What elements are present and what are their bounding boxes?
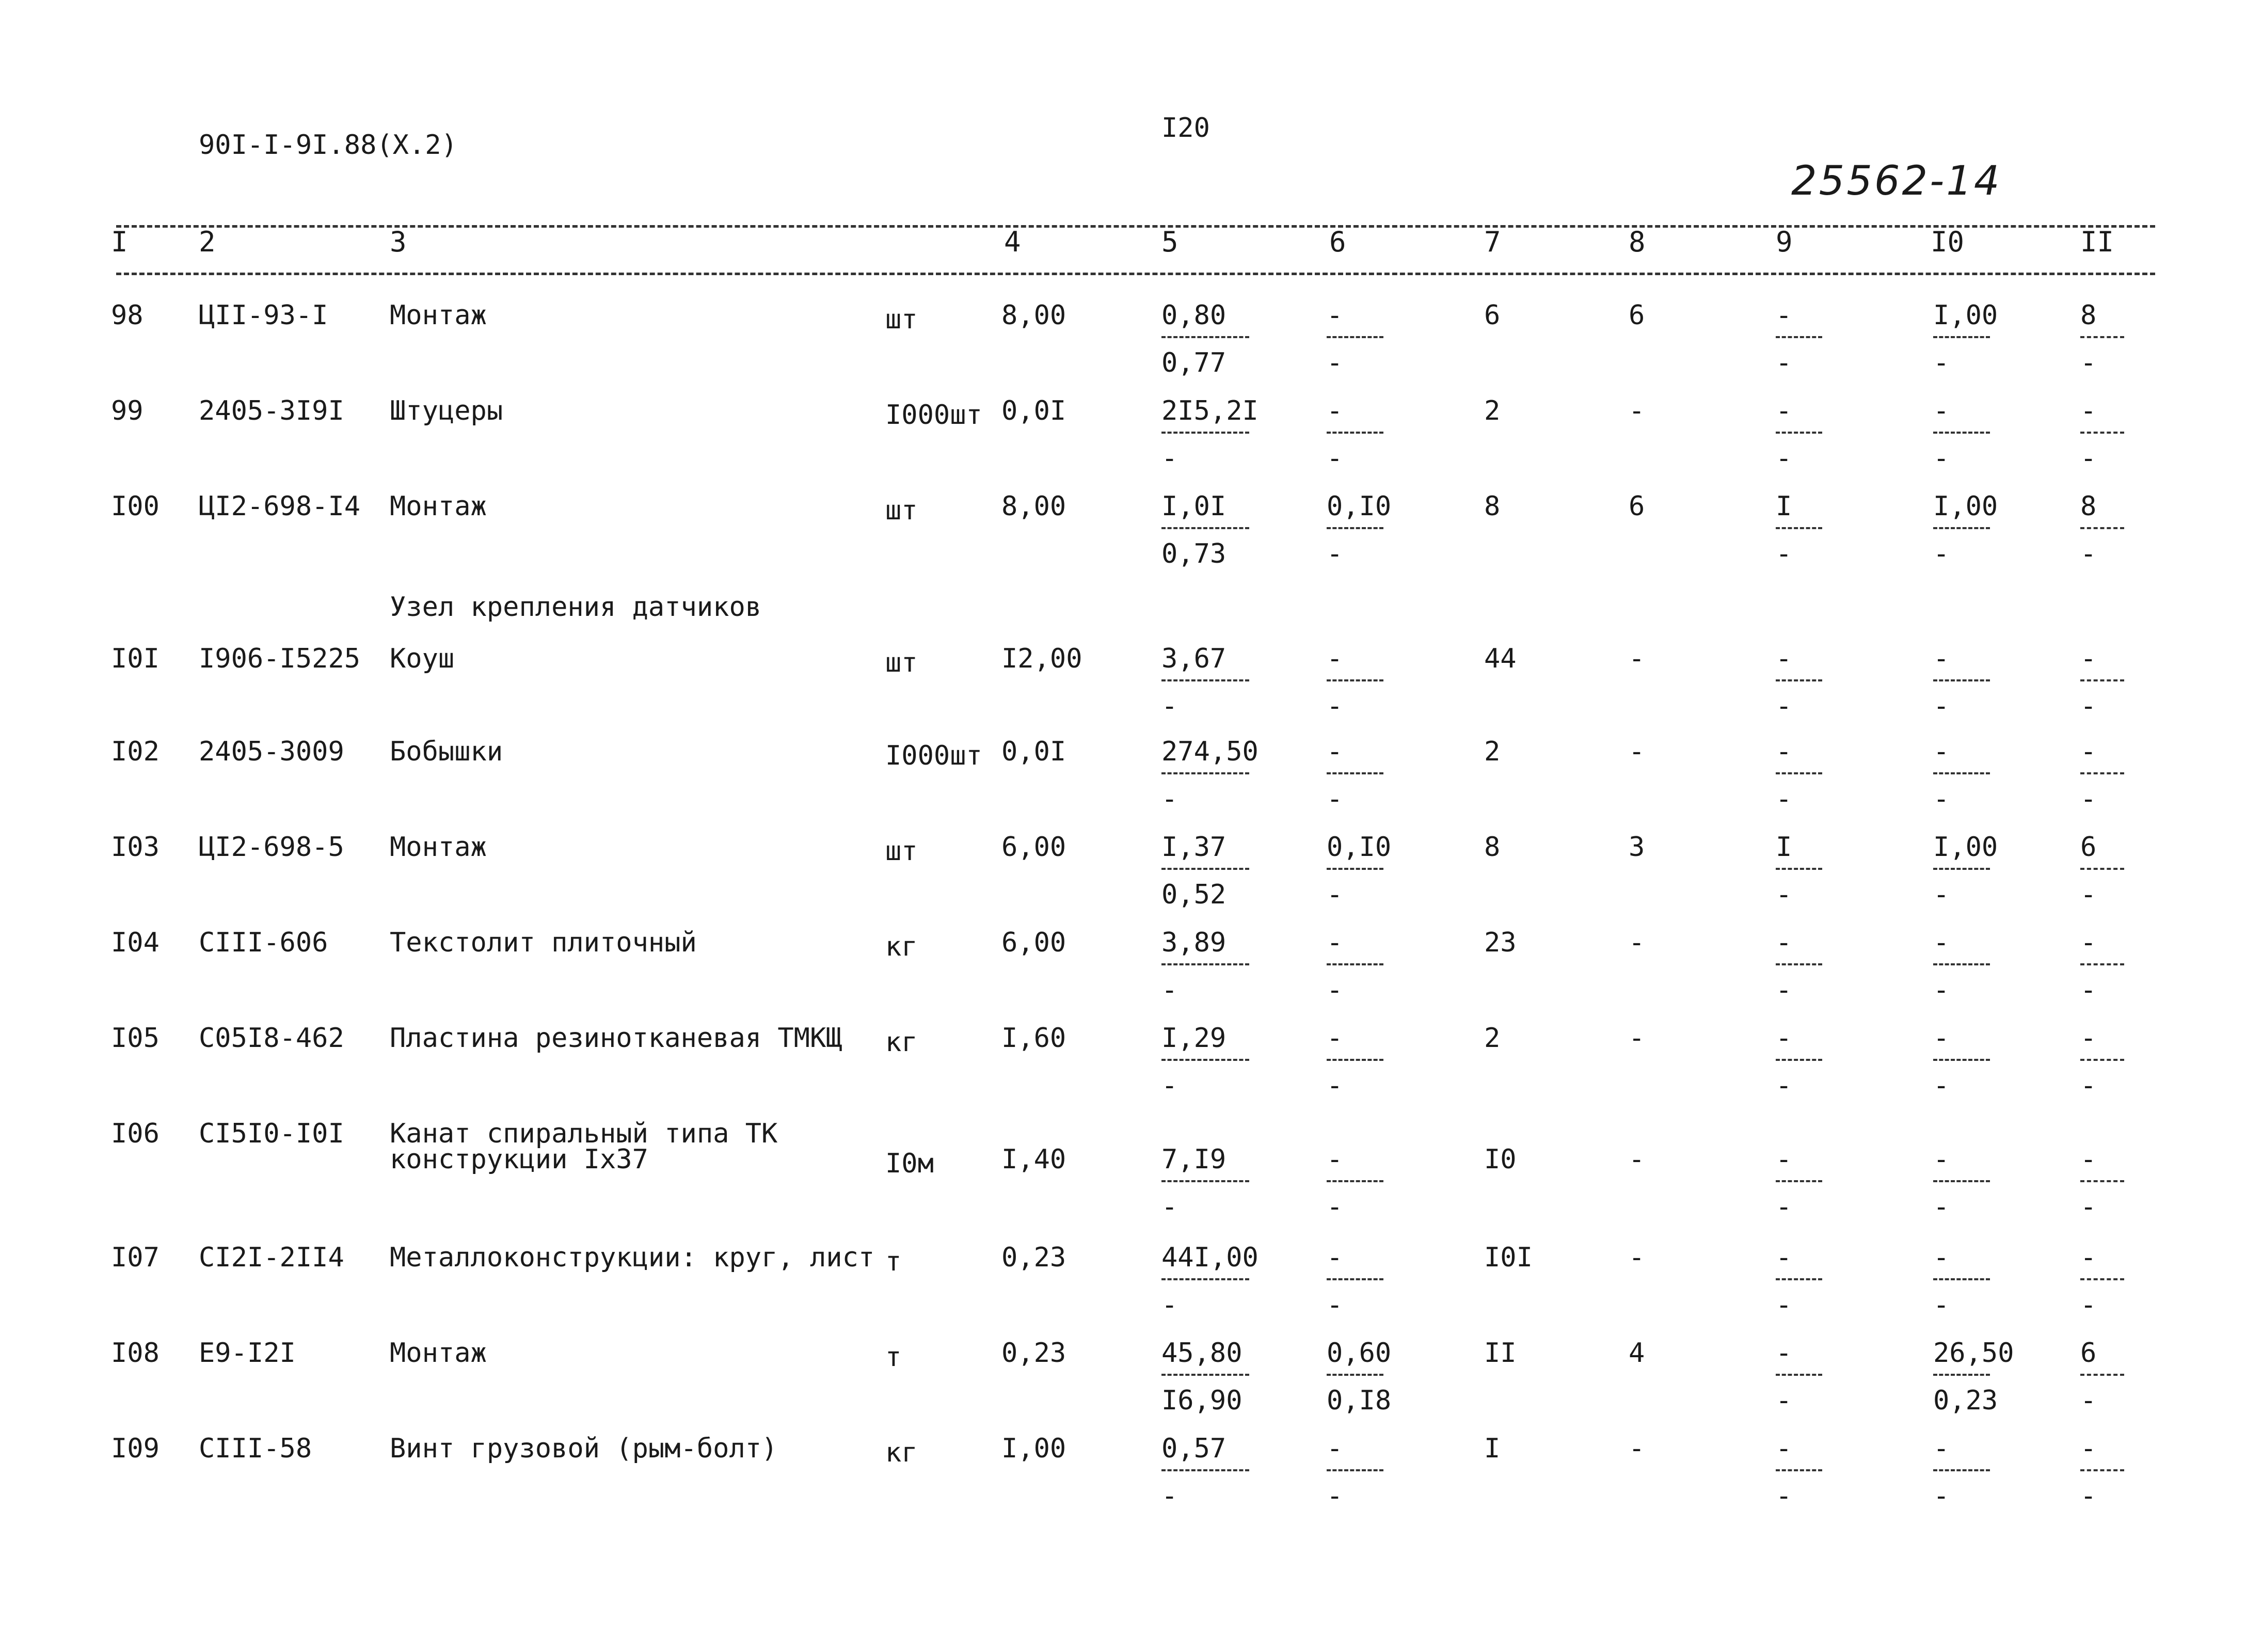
row-col9-fraction-line	[1776, 432, 1822, 434]
row-col9-bottom: -	[1776, 879, 1792, 910]
row-col8: -	[1629, 1433, 1645, 1464]
row-col9-fraction-line	[1776, 679, 1822, 681]
row-col9-fraction-line	[1776, 868, 1822, 870]
row-col8: 3	[1629, 832, 1645, 863]
row-col6-top: 0,I0	[1327, 832, 1392, 863]
row-col9-top: -	[1776, 736, 1792, 767]
row-col10-top: -	[1933, 395, 1950, 426]
row-unit: кг	[885, 931, 918, 962]
row-col4: 0,0I	[1001, 736, 1066, 767]
row-col10-fraction-line	[1933, 868, 1990, 870]
row-col4: I2,00	[1001, 643, 1082, 674]
row-number: I02	[111, 736, 160, 767]
row-unit: I0м	[885, 1148, 934, 1179]
row-col5-bottom: -	[1161, 784, 1178, 815]
row-col5-top: 0,57	[1161, 1433, 1226, 1464]
row-col11-top: 8	[2080, 491, 2097, 522]
row-unit: т	[885, 1246, 902, 1277]
row-code: ЦI2-698-I4	[199, 491, 361, 522]
row-number: I06	[111, 1118, 160, 1149]
row-col10-bottom: 0,23	[1933, 1385, 1998, 1416]
row-col11-fraction-line	[2080, 679, 2124, 681]
row-col11-bottom: -	[2080, 1192, 2097, 1222]
row-col11-fraction-line	[2080, 963, 2124, 965]
row-col8: 6	[1629, 491, 1645, 522]
row-col6-fraction-line	[1327, 1180, 1383, 1182]
row-col6-fraction-line	[1327, 336, 1383, 338]
row-col8: -	[1629, 736, 1645, 767]
row-col9-bottom: -	[1776, 347, 1792, 378]
row-col6-top: -	[1327, 736, 1343, 767]
row-col5-top: 3,89	[1161, 927, 1226, 958]
row-col10-fraction-line	[1933, 336, 1990, 338]
row-col6-fraction-line	[1327, 1374, 1383, 1376]
row-col9-bottom: -	[1776, 691, 1792, 722]
row-col11-bottom: -	[2080, 1070, 2097, 1101]
row-col10-fraction-line	[1933, 963, 1990, 965]
row-col6-fraction-line	[1327, 1469, 1383, 1471]
row-col5-fraction-line	[1161, 868, 1249, 870]
row-col6-top: -	[1327, 927, 1343, 958]
row-col9-fraction-line	[1776, 1278, 1822, 1280]
row-col5-top: 3,67	[1161, 643, 1226, 674]
row-col10-top: -	[1933, 927, 1950, 958]
row-col7: 44	[1484, 643, 1517, 674]
row-col11-bottom: -	[2080, 538, 2097, 569]
row-col9-bottom: -	[1776, 1290, 1792, 1321]
row-number: I07	[111, 1242, 160, 1273]
row-col8: 6	[1629, 300, 1645, 331]
row-col11-fraction-line	[2080, 772, 2124, 774]
row-col6-bottom: -	[1327, 975, 1343, 1006]
row-col5-fraction-line	[1161, 679, 1249, 681]
row-col9-fraction-line	[1776, 336, 1822, 338]
row-unit: I000шт	[885, 740, 982, 771]
row-col5-bottom: -	[1161, 691, 1178, 722]
row-col10-bottom: -	[1933, 975, 1950, 1006]
row-code: СIII-58	[199, 1433, 312, 1464]
row-col10-bottom: -	[1933, 1070, 1950, 1101]
row-code: СI5I0-I0I	[199, 1118, 344, 1149]
row-col5-top: 0,80	[1161, 300, 1226, 331]
column-number-5: 5	[1161, 226, 1178, 258]
row-col4: 8,00	[1001, 300, 1066, 331]
row-col7: 2	[1484, 736, 1501, 767]
row-col6-bottom: -	[1327, 879, 1343, 910]
row-col7: I	[1484, 1433, 1501, 1464]
row-col8: -	[1629, 927, 1645, 958]
row-col11-top: -	[2080, 1144, 2097, 1175]
row-col9-bottom: -	[1776, 443, 1792, 474]
row-col11-bottom: -	[2080, 443, 2097, 474]
row-code: I906-I5225	[199, 643, 361, 674]
header-divider-top	[116, 225, 2155, 228]
row-col11-fraction-line	[2080, 1180, 2124, 1182]
row-col9-fraction-line	[1776, 527, 1822, 529]
table-row	[0, 395, 2262, 485]
row-col6-top: -	[1327, 1242, 1343, 1273]
row-col8: 4	[1629, 1338, 1645, 1369]
row-code: ЦI2-698-5	[199, 832, 344, 863]
row-col8: -	[1629, 395, 1645, 426]
row-col6-fraction-line	[1327, 868, 1383, 870]
row-col7: 23	[1484, 927, 1517, 958]
row-col9-fraction-line	[1776, 1374, 1822, 1376]
table-row	[0, 1340, 2262, 1427]
row-col6-top: -	[1327, 643, 1343, 674]
row-name: Монтаж	[390, 300, 487, 331]
row-col11-bottom: -	[2080, 347, 2097, 378]
row-code: С05I8-462	[199, 1023, 344, 1054]
row-name: конструкции Iх37	[390, 1144, 648, 1175]
row-col9-top: I	[1776, 832, 1792, 863]
row-col7: I0	[1484, 1144, 1517, 1175]
row-col5-fraction-line	[1161, 1059, 1249, 1061]
row-col4: I,00	[1001, 1433, 1066, 1464]
row-col6-top: 0,I0	[1327, 491, 1392, 522]
row-col10-top: -	[1933, 1023, 1950, 1054]
row-name: Монтаж	[390, 1338, 487, 1369]
row-col9-top: -	[1776, 1338, 1792, 1369]
row-col11-bottom: -	[2080, 879, 2097, 910]
row-number: I04	[111, 927, 160, 958]
row-unit: шт	[885, 495, 918, 526]
row-col5-fraction-line	[1161, 336, 1249, 338]
row-col4: 0,0I	[1001, 395, 1066, 426]
row-col11-bottom: -	[2080, 784, 2097, 815]
row-col9-top: -	[1776, 1144, 1792, 1175]
row-col4: 0,23	[1001, 1338, 1066, 1369]
row-col11-fraction-line	[2080, 336, 2124, 338]
row-col9-fraction-line	[1776, 1469, 1822, 1471]
row-col10-top: -	[1933, 1144, 1950, 1175]
row-code: СIII-606	[199, 927, 328, 958]
row-col11-top: -	[2080, 1433, 2097, 1464]
row-name: Монтаж	[390, 491, 487, 522]
row-col5-fraction-line	[1161, 527, 1249, 529]
row-col9-bottom: -	[1776, 538, 1792, 569]
row-col11-top: 8	[2080, 300, 2097, 331]
row-col6-top: -	[1327, 1023, 1343, 1054]
row-col10-fraction-line	[1933, 772, 1990, 774]
row-col9-bottom: -	[1776, 1481, 1792, 1512]
column-number-2: 2	[199, 226, 216, 258]
row-col4: 6,00	[1001, 832, 1066, 863]
row-col10-bottom: -	[1933, 1192, 1950, 1222]
row-col10-bottom: -	[1933, 443, 1950, 474]
row-number: I0I	[111, 643, 160, 674]
table-row	[0, 1118, 2262, 1222]
row-code: 2405-3I9I	[199, 395, 344, 426]
row-col11-fraction-line	[2080, 1278, 2124, 1280]
row-col10-fraction-line	[1933, 1278, 1990, 1280]
row-col7: 2	[1484, 1023, 1501, 1054]
row-col7: 6	[1484, 300, 1501, 331]
row-col6-fraction-line	[1327, 1278, 1383, 1280]
row-name: Монтаж	[390, 832, 487, 863]
row-number: I09	[111, 1433, 160, 1464]
row-col10-bottom: -	[1933, 691, 1950, 722]
row-col6-bottom: -	[1327, 347, 1343, 378]
row-col9-bottom: -	[1776, 1192, 1792, 1222]
row-name: Текстолит плиточный	[390, 927, 697, 958]
row-col5-bottom: -	[1161, 1290, 1178, 1321]
row-col9-top: -	[1776, 1023, 1792, 1054]
row-unit: шт	[885, 836, 918, 867]
table-row	[0, 1435, 2262, 1523]
row-col5-top: 274,50	[1161, 736, 1259, 767]
row-col8: -	[1629, 1242, 1645, 1273]
row-col11-top: -	[2080, 927, 2097, 958]
row-col6-bottom: -	[1327, 443, 1343, 474]
row-col6-top: -	[1327, 300, 1343, 331]
row-code: СI2I-2II4	[199, 1242, 344, 1273]
row-col10-top: -	[1933, 643, 1950, 674]
column-number-8: 8	[1629, 226, 1646, 258]
row-col4: I,60	[1001, 1023, 1066, 1054]
row-col6-bottom: -	[1327, 1192, 1343, 1222]
row-col5-fraction-line	[1161, 1278, 1249, 1280]
row-unit: кг	[885, 1027, 918, 1058]
row-name: Металлоконструкции: круг, лист	[390, 1242, 875, 1273]
row-col10-fraction-line	[1933, 1180, 1990, 1182]
row-col5-fraction-line	[1161, 1469, 1249, 1471]
row-col5-top: I,0I	[1161, 491, 1226, 522]
row-name: Винт грузовой (рым-болт)	[390, 1433, 778, 1464]
row-col5-top: 2I5,2I	[1161, 395, 1259, 426]
row-col7: 2	[1484, 395, 1501, 426]
row-col5-top: I,37	[1161, 832, 1226, 863]
row-col8: -	[1629, 1144, 1645, 1175]
row-col10-fraction-line	[1933, 527, 1990, 529]
row-col6-top: -	[1327, 1144, 1343, 1175]
row-col6-fraction-line	[1327, 527, 1383, 529]
row-col5-bottom: -	[1161, 975, 1178, 1006]
row-col6-top: 0,60	[1327, 1338, 1392, 1369]
row-col9-fraction-line	[1776, 963, 1822, 965]
row-col10-bottom: -	[1933, 1290, 1950, 1321]
row-number: I03	[111, 832, 160, 863]
row-col9-bottom: -	[1776, 784, 1792, 815]
row-col6-fraction-line	[1327, 679, 1383, 681]
column-number-3: 3	[390, 226, 407, 258]
row-col9-fraction-line	[1776, 1180, 1822, 1182]
row-col5-fraction-line	[1161, 1180, 1249, 1182]
column-number-11: II	[2080, 226, 2114, 258]
table-row	[0, 493, 2262, 581]
column-number-1: I	[111, 226, 128, 258]
row-col10-bottom: -	[1933, 1481, 1950, 1512]
row-number: 98	[111, 300, 144, 331]
row-col9-top: -	[1776, 395, 1792, 426]
row-col10-fraction-line	[1933, 1059, 1990, 1061]
row-code: 2405-3009	[199, 736, 344, 767]
row-col6-bottom: -	[1327, 784, 1343, 815]
row-unit: т	[885, 1342, 902, 1373]
handwritten-number: 25562-14	[1791, 158, 2002, 204]
row-col11-top: 6	[2080, 832, 2097, 863]
row-col11-bottom: -	[2080, 691, 2097, 722]
table-row	[0, 1244, 2262, 1332]
row-col11-fraction-line	[2080, 432, 2124, 434]
row-col9-top: -	[1776, 1242, 1792, 1273]
row-col9-fraction-line	[1776, 772, 1822, 774]
row-col4: I,40	[1001, 1144, 1066, 1175]
row-name: Штуцеры	[390, 395, 503, 426]
row-col11-top: -	[2080, 736, 2097, 767]
column-number-9: 9	[1776, 226, 1793, 258]
row-col11-bottom: -	[2080, 975, 2097, 1006]
row-col5-fraction-line	[1161, 772, 1249, 774]
row-col6-top: -	[1327, 1433, 1343, 1464]
row-col10-fraction-line	[1933, 1374, 1990, 1376]
row-col5-fraction-line	[1161, 1374, 1249, 1376]
row-col10-bottom: -	[1933, 784, 1950, 815]
row-col7: II	[1484, 1338, 1517, 1369]
row-col10-bottom: -	[1933, 347, 1950, 378]
row-col11-fraction-line	[2080, 527, 2124, 529]
row-col5-top: I,29	[1161, 1023, 1226, 1054]
row-col5-bottom: -	[1161, 443, 1178, 474]
column-number-7: 7	[1484, 226, 1501, 258]
row-col5-fraction-line	[1161, 963, 1249, 965]
page-number: I20	[1161, 113, 1210, 144]
row-col11-fraction-line	[2080, 1469, 2124, 1471]
row-col11-bottom: -	[2080, 1481, 2097, 1512]
row-unit: шт	[885, 304, 918, 335]
table-row	[0, 929, 2262, 1017]
header-divider-bottom	[116, 273, 2155, 275]
row-col10-top: I,00	[1933, 491, 1998, 522]
row-col4: 6,00	[1001, 927, 1066, 958]
row-col6-bottom: -	[1327, 538, 1343, 569]
table-row	[0, 738, 2262, 826]
row-name: Канат спиральный типа ТК	[390, 1118, 778, 1149]
row-col11-top: -	[2080, 395, 2097, 426]
row-col5-bottom: I6,90	[1161, 1385, 1242, 1416]
row-unit: I000шт	[885, 400, 982, 431]
row-col9-top: -	[1776, 643, 1792, 674]
row-col10-top: I,00	[1933, 300, 1998, 331]
row-col5-top: 44I,00	[1161, 1242, 1259, 1273]
column-number-4: 4	[1004, 226, 1021, 258]
row-col6-fraction-line	[1327, 772, 1383, 774]
row-col5-bottom: 0,73	[1161, 538, 1226, 569]
section-label: Узел крепления датчиков	[390, 592, 762, 623]
row-number: 99	[111, 395, 144, 426]
row-col6-bottom: 0,I8	[1327, 1385, 1392, 1416]
column-number-10: I0	[1931, 226, 1965, 258]
row-code: ЦII-93-I	[199, 300, 328, 331]
row-name: Бобышки	[390, 736, 503, 767]
row-col9-fraction-line	[1776, 1059, 1822, 1061]
row-col11-top: -	[2080, 1242, 2097, 1273]
table-row	[0, 834, 2262, 922]
row-col4: 0,23	[1001, 1242, 1066, 1273]
row-col10-bottom: -	[1933, 538, 1950, 569]
row-col6-bottom: -	[1327, 1070, 1343, 1101]
row-col10-fraction-line	[1933, 679, 1990, 681]
row-col6-top: -	[1327, 395, 1343, 426]
row-unit: шт	[885, 647, 918, 678]
row-col11-bottom: -	[2080, 1385, 2097, 1416]
row-col7: I0I	[1484, 1242, 1533, 1273]
row-col11-top: -	[2080, 643, 2097, 674]
row-col10-fraction-line	[1933, 1469, 1990, 1471]
row-col7: 8	[1484, 832, 1501, 863]
row-col11-top: 6	[2080, 1338, 2097, 1369]
row-col4: 8,00	[1001, 491, 1066, 522]
column-number-6: 6	[1329, 226, 1346, 258]
table-row	[0, 1025, 2262, 1113]
row-col9-top: I	[1776, 491, 1792, 522]
row-name: Коуш	[390, 643, 455, 674]
row-col5-bottom: 0,52	[1161, 879, 1226, 910]
row-col9-bottom: -	[1776, 975, 1792, 1006]
row-name: Пластина резинотканевая ТМКЩ	[390, 1023, 842, 1054]
row-unit: кг	[885, 1437, 918, 1468]
row-col11-fraction-line	[2080, 868, 2124, 870]
row-col5-bottom: -	[1161, 1481, 1178, 1512]
row-col8: -	[1629, 1023, 1645, 1054]
row-col5-bottom: -	[1161, 1070, 1178, 1101]
row-col9-top: -	[1776, 1433, 1792, 1464]
row-col11-top: -	[2080, 1023, 2097, 1054]
row-col9-top: -	[1776, 300, 1792, 331]
row-col10-top: -	[1933, 736, 1950, 767]
row-code: Е9-I2I	[199, 1338, 296, 1369]
row-number: I00	[111, 491, 160, 522]
row-col10-bottom: -	[1933, 879, 1950, 910]
row-col6-bottom: -	[1327, 1481, 1343, 1512]
row-col9-bottom: -	[1776, 1070, 1792, 1101]
row-number: I08	[111, 1338, 160, 1369]
row-col11-fraction-line	[2080, 1059, 2124, 1061]
row-col6-fraction-line	[1327, 1059, 1383, 1061]
row-col10-top: I,00	[1933, 832, 1998, 863]
row-col10-fraction-line	[1933, 432, 1990, 434]
row-col11-fraction-line	[2080, 1374, 2124, 1376]
row-col9-bottom: -	[1776, 1385, 1792, 1416]
row-number: I05	[111, 1023, 160, 1054]
row-col5-top: 45,80	[1161, 1338, 1242, 1369]
row-col5-top: 7,I9	[1161, 1144, 1226, 1175]
table-row	[0, 645, 2262, 733]
row-col5-bottom: -	[1161, 1192, 1178, 1222]
row-col6-fraction-line	[1327, 432, 1383, 434]
table-row	[0, 302, 2262, 390]
row-col9-top: -	[1776, 927, 1792, 958]
row-col11-bottom: -	[2080, 1290, 2097, 1321]
row-col7: 8	[1484, 491, 1501, 522]
row-col10-top: 26,50	[1933, 1338, 2014, 1369]
row-col6-bottom: -	[1327, 691, 1343, 722]
document-code: 90I-I-9I.88(X.2)	[199, 130, 457, 161]
row-col5-fraction-line	[1161, 432, 1249, 434]
row-col10-top: -	[1933, 1433, 1950, 1464]
row-col6-bottom: -	[1327, 1290, 1343, 1321]
row-col6-fraction-line	[1327, 963, 1383, 965]
row-col5-bottom: 0,77	[1161, 347, 1226, 378]
row-col10-top: -	[1933, 1242, 1950, 1273]
row-col8: -	[1629, 643, 1645, 674]
